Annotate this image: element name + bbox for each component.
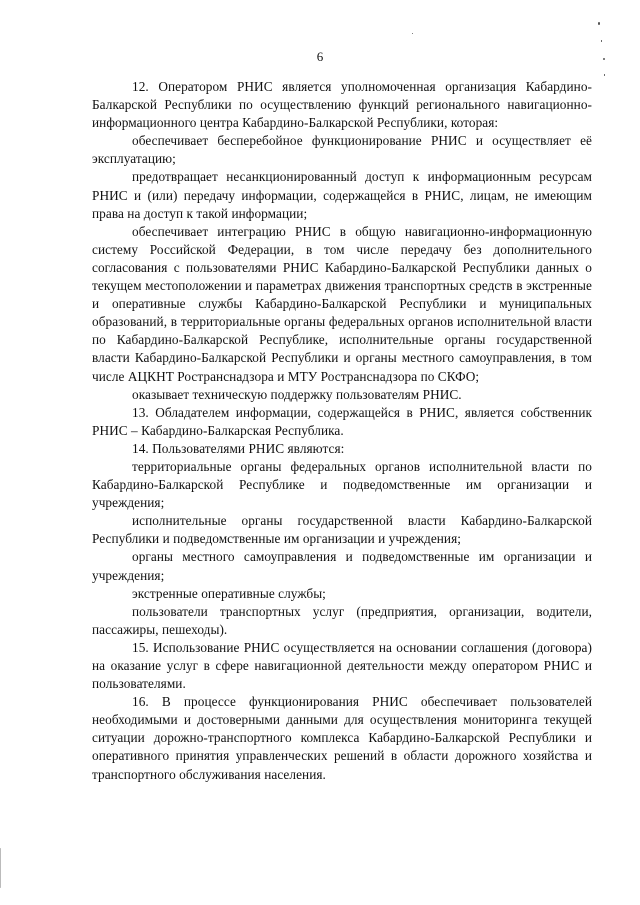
paragraph-transport-users: пользователи транспортных услуг (предприятия, организации, водители, пассажиры, пешеходы). bbox=[92, 603, 592, 637]
paragraph-16-functioning: 16. В процессе функционирования РНИС обеспечивает пользователей необходимыми и достоверными данными для осуществления мониторинга текущей ситуации дорожно-транспортного комплекса Кабардино-Балкарской Республики и оперативного принятия управленческих решений в области дорожного хозяйства и транспортного обслуживания населения. bbox=[92, 694, 592, 782]
paragraph-emergency-services: экстренные оперативные службы; bbox=[132, 585, 326, 601]
paragraph-federal-bodies: территориальные органы федеральных органов исполнительной власти по Кабардино-Балкарской Республике и подведомственные им организации и учреждения; bbox=[92, 458, 592, 511]
paragraph-executive-bodies: исполнительные органы государственной власти Кабардино-Балкарской Республики и подведомственные им организации и учреждения; bbox=[92, 513, 592, 547]
paragraph-12-operator: 12. Оператором РНИС является уполномоченная организация Кабардино-Балкарской Республики по осуществлению функций регионального навигационно-информационного центра Кабардино-Балкарской Республики, которая: bbox=[92, 79, 592, 131]
paragraph-13-owner: 13. Обладателем информации, содержащейся в РНИС, является собственник РНИС – Кабардино-Балкарская Республика. bbox=[92, 404, 592, 438]
paragraph-operation: обеспечивает бесперебойное функционирование РНИС и осуществляет её эксплуатацию; bbox=[92, 133, 592, 167]
scan-mark bbox=[601, 40, 602, 42]
paragraph-14-users: 14. Пользователями РНИС являются: bbox=[132, 440, 345, 456]
paragraph-access-protection: предотвращает несанкционированный доступ к информационным ресурсам РНИС и (или) передачу информации, содержащейся в РНИС, лицам, не имеющим права на доступ к такой информации; bbox=[92, 169, 592, 221]
paragraph-integration: обеспечивает интеграцию РНИС в общую навигационно-информационную систему Российской Федерации, в том числе передачу без дополнительного согласования с пользователями РНИС Кабардино-Балкарской Республики данных о текущем местоположении и параметрах движения транспортных средств в экстренные и оперативные службы Кабардино-Балкарской Республики и муниципальных образований, в территориальные органы федеральных органов исполнительной власти по Кабардино-Балкарской Республике, исполнительные органы государственной власти Кабардино-Балкарской Республики и органы местного самоуправления, в том числе АЦКНТ Ространснадзора и МТУ Ространснадзора по СКФО; bbox=[92, 223, 592, 384]
page-number: 6 bbox=[316, 49, 324, 64]
paragraph-15-usage: 15. Использование РНИС осуществляется на основании соглашения (договора) на оказание услуг в сфере навигационной деятельности между оператором РНИС и пользователями. bbox=[92, 639, 592, 692]
scan-mark bbox=[412, 33, 413, 34]
scan-mark bbox=[0, 848, 1, 888]
scan-mark bbox=[598, 22, 600, 25]
scan-mark bbox=[604, 74, 605, 76]
document-body bbox=[92, 78, 592, 784]
scan-mark bbox=[603, 58, 605, 60]
paragraph-local-government: органы местного самоуправления и подведомственные им организации и учреждения; bbox=[92, 549, 592, 583]
paragraph-support: оказывает техническую поддержку пользователям РНИС. bbox=[132, 386, 462, 402]
